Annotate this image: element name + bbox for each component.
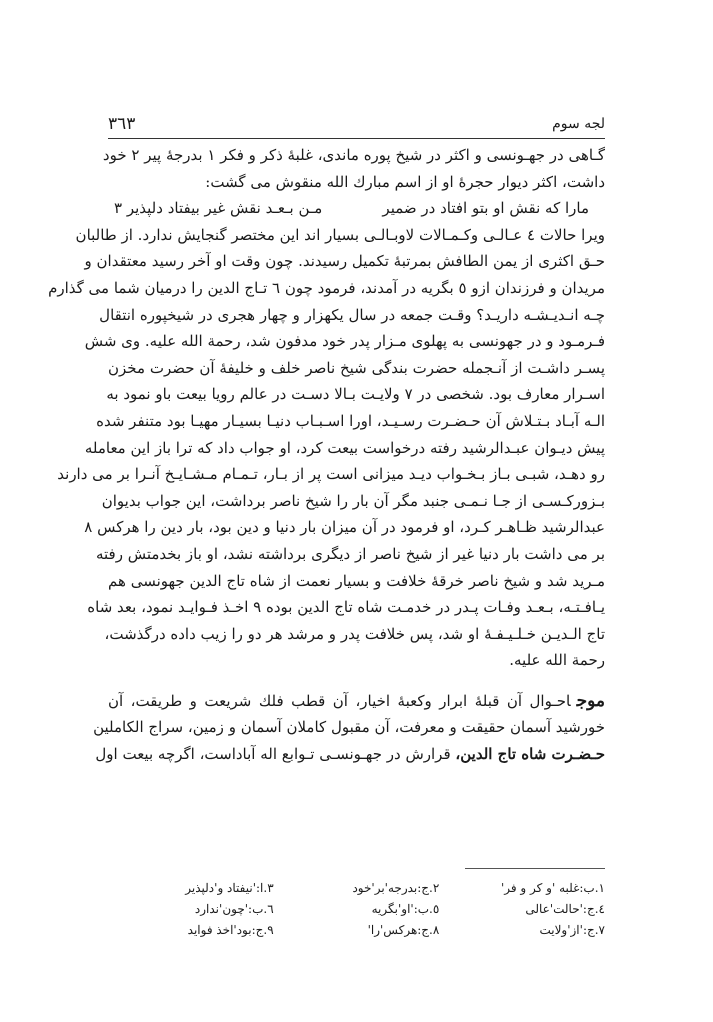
footnote: ٤.ج:'حالت'عالی [525, 902, 605, 916]
verse-hemistich-right: مارا که نقش او بتو افتاد در ضمیر [382, 199, 589, 218]
paragraph-intro [102, 142, 605, 195]
text-line: گـاهی در جهـونسی و اکثر در شیخ پوره ماندی، غلبهٔ ذکر و فکر ١ بدرجهٔ پیر ٢ خود [102, 146, 605, 164]
mouj-line-3: قرارش در جهـونسـی تـوابع اله آباداست، اگرچه بیعت اول [95, 745, 456, 764]
page-number: ٣٦٣ [108, 114, 136, 134]
text-line: رحمة الله علیه. [509, 651, 605, 670]
text-line: بـزورکـسـی از جـا نـمـی جنبد مگر آن بار را شیخ ناصر برداشت، این جواب بدیوان [101, 491, 605, 510]
text-line: ویرا حالات ٤ عـالـی وکـمـالات لاوبـالـی بسیار اند این مختصر گنجایش ندارد. از طالبان [75, 225, 605, 244]
text-line: پسـر داشـت از آنـجمله حضرت بندگی شیخ ناصر خلف و خلیفهٔ آن حضرت مخزن [108, 358, 605, 377]
footnote: ٥.ب:'او'بگریه [371, 902, 440, 916]
text-line: مـرید شد و شیخ ناصر خرقهٔ خلافت و بسیار نعمت از شاه تاج الدین جهونسی هم [108, 571, 605, 590]
main-text [48, 142, 605, 768]
mouj-line-2: خورشید آسمان حقیقت و معرفت، آن مقبول کاملان آسمان و زمین، سراج الکاملین [93, 718, 605, 737]
footnote: ٢.ج:بدرجه'بر'خود [352, 881, 440, 895]
footnote-row [108, 899, 605, 920]
running-header [108, 114, 605, 136]
text-line: بر می داشت بار دنیا غیر از شیخ ناصر از دیگری برداشته نشد، او باز بخدمتش رفته [95, 544, 605, 563]
text-line: الـه آبـاد بـتـلاش آن حـضـرت رسـیـد، اورا اسـبـاب دنیـا بسیـار مهیـا بود متنفر شده [96, 411, 605, 430]
chapter-title: لجه سوم [552, 116, 605, 132]
text-line: حـق اکثری از یمن الطافش بمرتبهٔ تکمیل رسیدند. چون وقت او آخر رسید معتقدان و [84, 252, 605, 271]
verse-hemistich-left: مـن بـعـد نقش غیر بیفتاد دلپذیر ٣ [114, 199, 323, 218]
footnote-separator [108, 868, 605, 869]
text-line: چـه انـدیـشـه داریـد؟ وقـت جمعه در سال یکهزار و چهار هجری در شیخپوره انتقال [99, 305, 605, 324]
paragraph-mouj [93, 688, 605, 768]
section-term: موج [576, 690, 605, 711]
text-line: عبدالرشید ظـاهـر کـرد، او فرمود در آن میزان بار دنیا و دین بود، بار دین را هرکس ٨ [84, 518, 605, 537]
text-line: داشت، اکثر دیوار حجرهٔ او از اسم مبارك الله منقوش می گشت: [205, 172, 605, 191]
footnote: ٨.ج:هرکس'را' [367, 923, 440, 937]
text-line: رو دهـد، شبـی بـاز بـخـواب دیـد میزانی است پر از بـار، تـمـام مـشـایـخ آنـرا بر می دارند [57, 465, 605, 484]
text-line: فـرمـود و در جهونسی به پهلوی مـزار پدر خود مدفون شد، رحمة الله علیه. وی شش [84, 332, 605, 351]
text-line: تاج الـدیـن خـلـیـفـهٔ او شد، پس خلافت پدر و مرشد هر دو را زیب داده درگذشت، [104, 624, 605, 643]
footnote-row [108, 878, 605, 899]
footnote: ٦.ب:'چون'ندارد [194, 902, 274, 916]
footnote-row [108, 920, 605, 941]
text-line: پیش دیـوان عبـدالرشید رفته درخواست بیعت کرد، او جواب داد که ترا باز این معامله [84, 438, 605, 457]
paragraph-biography [48, 222, 605, 674]
text-line: اسـرار معارف بود. شخصی در ٧ ولایـت بـالا دسـت در عالم رویا بیعت باو نمود به [106, 385, 605, 404]
footnote: ١.ب:غلبه 'و کر و فر' [500, 881, 605, 895]
verse-couplet [108, 195, 605, 222]
header-rule [108, 138, 605, 139]
footnote: ٩.ج:بود'اخذ فواید [187, 923, 274, 937]
mouj-line-1: احـوال آن قبلهٔ ابرار وکعبهٔ اخیار، آن قطب فلك شریعت و طریقت، آن [108, 691, 571, 710]
text-line [108, 688, 605, 715]
text-line [95, 741, 605, 768]
footnote: ٧.ج:'از'ولایت [539, 923, 605, 937]
text-line: مریدان و فرزندان ازو ٥ بگریه در آمدند، فرمود چون ٦ تـاج الدین را درمیان شما می گذارم [48, 278, 605, 297]
highlighted-name: حـضـرت شاه تاج الدین، [455, 745, 605, 764]
footnote: ٣.ا:'نیفتاد و'دلپذیر [185, 881, 274, 895]
footnotes [108, 878, 605, 941]
text-line: یـافـتـه، بـعـد وفـات پـدر در خدمـت شاه تاج الدین بوده ٩ اخـذ فـوایـد نمود، بعد شاه [87, 598, 605, 617]
